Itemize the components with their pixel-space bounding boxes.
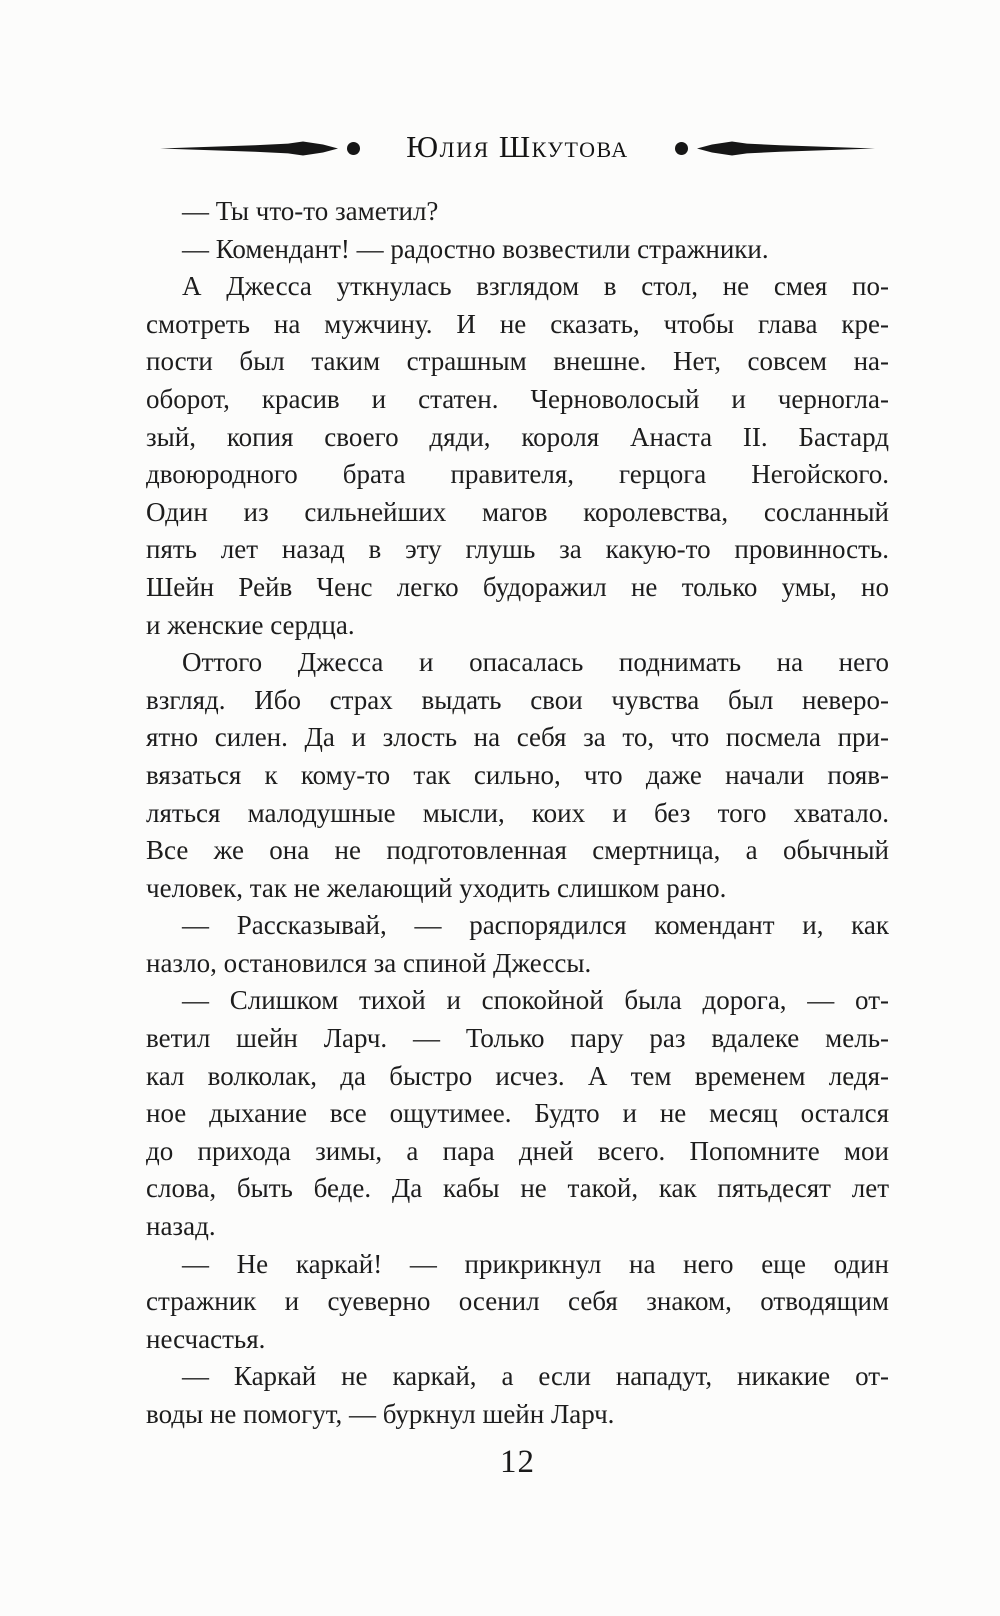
- page-number: 12: [500, 1444, 535, 1480]
- text-line: ное дыхание все ощутимее. Будто и не месяц остался: [146, 1098, 889, 1129]
- text-line: ятно силен. Да и злость на себя за то, что посмела при-: [146, 722, 889, 753]
- text-line: зый, копия своего дяди, короля Анаста II. Бастард: [146, 421, 889, 452]
- paragraph: [146, 1246, 889, 1359]
- text-line: взгляд. Ибо страх выдать свои чувства был неверо-: [146, 684, 889, 715]
- text-line: ветил шейн Ларч. — Только пару раз вдалеке мель-: [146, 1023, 889, 1054]
- text-line: Оттого Джесса и опасалась поднимать на него: [182, 647, 889, 678]
- text-line: оборот, красив и статен. Черноволосый и черногла-: [146, 383, 889, 414]
- paragraph: [146, 193, 889, 231]
- text-line: несчастья.: [146, 1323, 266, 1354]
- text-line: — Каркай не каркай, а если нападут, никакие от-: [182, 1361, 889, 1392]
- text-line: — Комендант! — радостно возвестили стражники.: [182, 233, 769, 264]
- text-line: Шейн Рейв Ченс легко будоражил не только умы, но: [146, 571, 889, 602]
- paragraph: [146, 231, 889, 269]
- text-line: — Рассказывай, — распорядился комендант и, как: [182, 910, 889, 941]
- paragraph: [146, 982, 889, 1245]
- text-line: ляться малодушные мысли, коих и без того хватало.: [146, 797, 889, 828]
- text-line: человек, так не желающий уходить слишком рано.: [146, 872, 727, 903]
- ornament-left: [160, 141, 360, 156]
- text-line: — Ты что-то заметил?: [182, 196, 439, 226]
- text-line: А Джесса уткнулась взглядом в стол, не смея по-: [182, 271, 889, 302]
- text-line: двоюродного брата правителя, герцога Негойского.: [146, 459, 889, 490]
- text-line: Все же она не подготовленная смертница, а обычный: [146, 835, 889, 866]
- header-dot-right-icon: [675, 142, 688, 155]
- text-line: назад.: [146, 1211, 216, 1242]
- text-line: — Слишком тихой и спокойной была дорога, — от-: [182, 985, 889, 1016]
- text-line: назло, остановился за спиной Джессы.: [146, 947, 592, 978]
- paragraph: [146, 1358, 889, 1433]
- text-line: вязаться к кому-то так сильно, что даже начали появ-: [146, 759, 889, 790]
- text-line: слова, быть беде. Да кабы не такой, как пятьдесят лет: [146, 1173, 889, 1204]
- paragraph: [146, 644, 889, 907]
- tapered-arrow-right-icon: [160, 141, 338, 156]
- header-dot-left-icon: [347, 142, 360, 155]
- tapered-arrow-left-icon: [697, 141, 875, 156]
- paragraph: [146, 907, 889, 982]
- text-line: пять лет назад в эту глушь за какую-то провинность.: [146, 534, 889, 565]
- text-line: смотреть на мужчину. И не сказать, чтобы глава кре-: [146, 308, 889, 339]
- text-line: стражник и суеверно осенил себя знаком, отводящим: [146, 1286, 889, 1317]
- text-line: кал волколак, да быстро исчез. А тем временем ледя-: [146, 1060, 889, 1091]
- page-footer: [146, 1444, 889, 1481]
- text-line: воды не помогут, — буркнул шейн Ларч.: [146, 1399, 615, 1429]
- text-line: и женские сердца.: [146, 609, 355, 640]
- paragraph: [146, 268, 889, 644]
- page-text: [146, 193, 889, 1434]
- ornament-right: [675, 141, 875, 156]
- text-line: до прихода зимы, а пара дней всего. Попомните мои: [146, 1135, 889, 1166]
- text-line: — Не каркай! — прикрикнул на него еще один: [182, 1248, 889, 1279]
- text-line: Один из сильнейших магов королевства, сосланный: [146, 496, 889, 527]
- page-header: [146, 126, 889, 170]
- author-title: Юлия Шкутова: [406, 128, 629, 164]
- text-line: пости был таким страшным внешне. Нет, совсем на-: [146, 346, 889, 377]
